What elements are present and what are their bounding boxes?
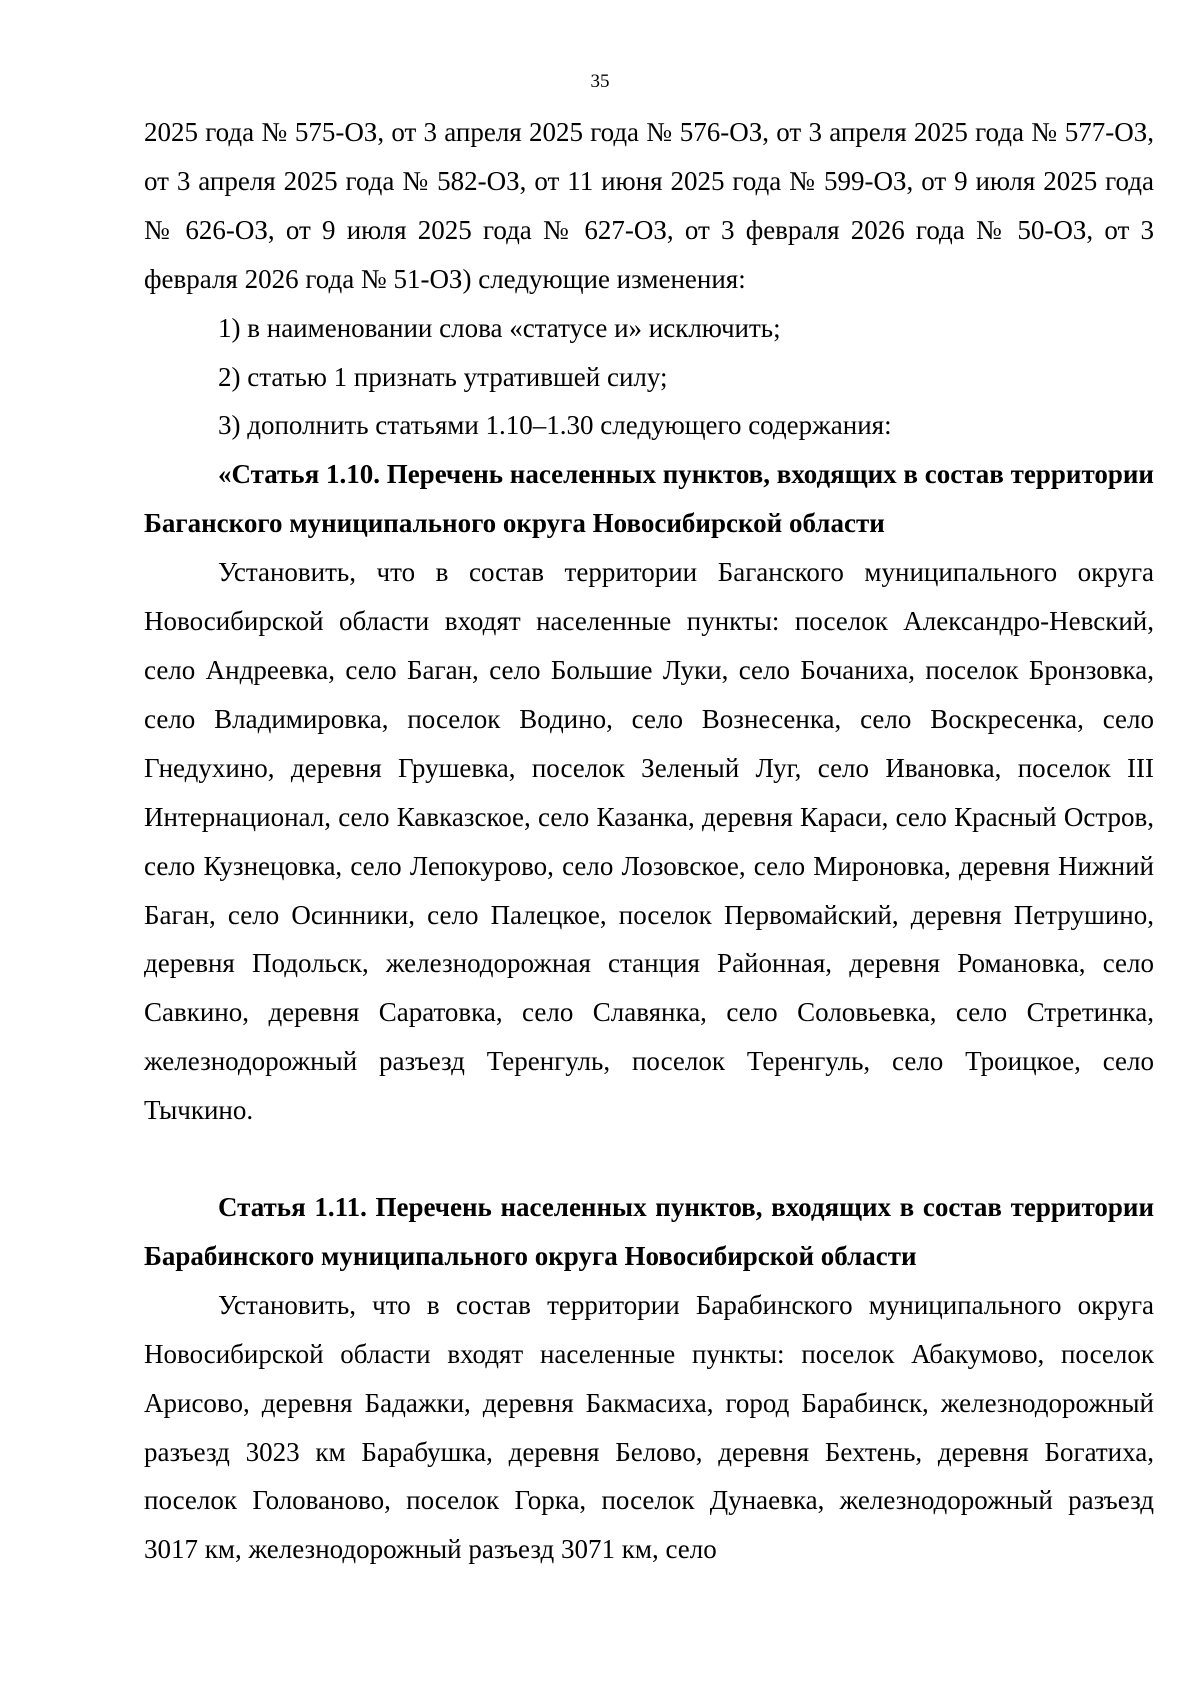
- document-body: [144, 108, 1154, 1574]
- change-item-1: 1) в наименовании слова «статусе и» исключить;: [218, 312, 781, 343]
- article-1-10-body: Установить, что в состав территории Баганского муниципального округа Новосибирской области входят населенные пункты: поселок Александро-Невский, село Андреевка, село Баган, село Большие Луки, село Бочаниха, поселок Бронзовка, село Владимировка, поселок Водино, село Вознесенка, село Воскресенка, село Гнедухино, деревня Грушевка, поселок Зеленый Луг, село Ивановка, поселок III Интернационал, село Кавказское, село Казанка, деревня Караси, село Красный Остров, село Кузнецовка, село Лепокурово, село Лозовское, село Мироновка, деревня Нижний Баган, село Осинники, село Палецкое, поселок Первомайский, деревня Петрушино, деревня Подольск, железнодорожная станция Районная, деревня Романовка, село Савкино, деревня Саратовка, село Славянка, село Соловьевка, село Стретинка, железнодорожный разъезд Теренгуль, поселок Теренгуль, село Троицкое, село Тычкино.: [144, 557, 1154, 1126]
- intro-paragraph: 2025 года № 575-ОЗ, от 3 апреля 2025 года № 576-ОЗ, от 3 апреля 2025 года № 577-ОЗ, от 3 апреля 2025 года № 582-ОЗ, от 11 июня 2025 года № 599-ОЗ, от 9 июля 2025 года № 626-ОЗ, от 9 июля 2025 года № 627-ОЗ, от 3 февраля 2026 года № 50-ОЗ, от 3 февраля 2026 года № 51-ОЗ) следующие изменения:: [144, 117, 1154, 294]
- article-1-11-body: Установить, что в состав территории Барабинского муниципального округа Новосибирской области входят населенные пункты: поселок Абакумово, поселок Арисово, деревня Бадажки, деревня Бакмасиха, город Барабинск, железнодорожный разъезд 3023 км Барабушка, деревня Белово, деревня Бехтень, деревня Богатиха, поселок Голованово, поселок Горка, поселок Дунаевка, железнодорожный разъезд 3017 км, железнодорожный разъезд 3071 км, село: [144, 1289, 1154, 1565]
- page-number: 35: [590, 71, 610, 92]
- change-item-3: 3) дополнить статьями 1.10–1.30 следующего содержания:: [218, 410, 892, 441]
- article-1-11-heading: Статья 1.11. Перечень населенных пунктов, входящих в состав территории Барабинского муниципального округа Новосибирской области: [144, 1192, 1154, 1271]
- article-1-10-heading: «Статья 1.10. Перечень населенных пунктов, входящих в состав территории Баганского муниципального округа Новосибирской области: [144, 459, 1154, 539]
- article-separator: [144, 1135, 1154, 1183]
- change-item-2: 2) статью 1 признать утратившей силу;: [218, 361, 668, 392]
